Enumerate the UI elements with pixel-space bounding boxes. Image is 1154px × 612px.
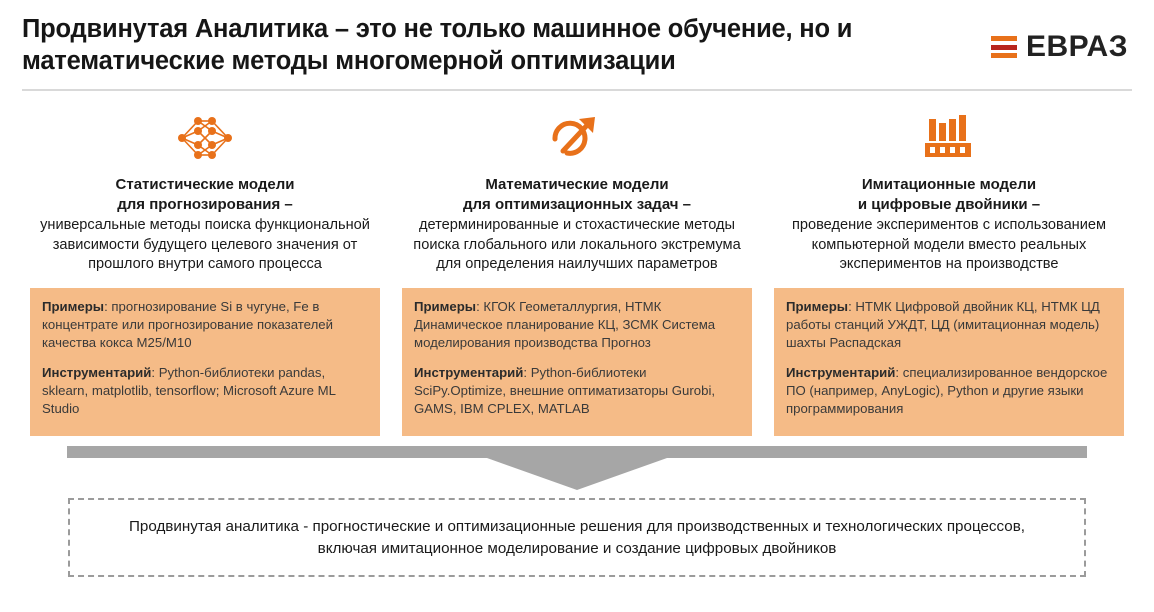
examples-paragraph: [414, 298, 740, 352]
neural-network-icon: [174, 109, 236, 167]
examples-paragraph: [42, 298, 368, 352]
summary-text: Продвинутая аналитика - прогностические и оптимизационные решения для производственных и технологических процессов, включая имитационное моделирование и создание цифровых двойников: [128, 518, 1026, 557]
tools-paragraph: [42, 364, 368, 418]
tools-paragraph: [414, 364, 740, 418]
tools-label: Инструментарий: [414, 364, 524, 380]
arrow-zone: [0, 442, 1154, 496]
column-heading-line1: Математические модели: [485, 176, 669, 194]
slide-header: [0, 0, 1154, 85]
factory-icon: [917, 109, 981, 167]
examples-text: : НТМК Цифровой двойник КЦ, НТМК ЦД работы станций УЖДТ, ЦД (имитационная модель) шахты Распадская: [786, 299, 1100, 351]
column-statistical-models: [30, 109, 380, 436]
page-title: Продвинутая Аналитика – это не только машинное обучение, но и математические методы многомерной оптимизации: [22, 15, 853, 75]
column-mathematical-models: [402, 109, 752, 436]
column-heading-line1: Статистические модели: [115, 176, 295, 194]
examples-label: Примеры: [786, 299, 849, 315]
tools-label: Инструментарий: [42, 364, 152, 380]
column-details-box: [774, 288, 1124, 436]
evraz-bars-icon: [991, 35, 1017, 59]
examples-label: Примеры: [414, 299, 477, 315]
evraz-logo: [991, 30, 1128, 64]
summary-callout: [68, 498, 1086, 577]
examples-text: : КГОК Геометаллургия, НТМК Динамическое планирование КЦ, ЗСМК Система моделирования производства Прогноз: [414, 299, 716, 351]
column-subtitle: детерминированные и стохастические методы поиска глобального или локального экстремума для определения наилучших параметров: [413, 217, 741, 272]
column-heading: [850, 175, 1048, 215]
tools-text: : Python-библиотеки SciPy.Optimize, внешние оптиматизаторы Gurobi, GAMS, IBM CPLEX, MATLAB: [414, 364, 716, 416]
column-heading: [108, 175, 303, 215]
tools-label: Инструментарий: [786, 364, 896, 380]
column-heading-line2: и цифровые двойники –: [857, 196, 1041, 214]
column-heading-line2: для оптимизационных задач –: [462, 196, 692, 214]
column-heading-line2: для прогнозирования –: [117, 196, 293, 214]
examples-label: Примеры: [42, 299, 105, 315]
column-heading-line1: Имитационные модели: [861, 176, 1037, 194]
content-columns: [0, 91, 1154, 436]
tools-text: : специализированное вендорское ПО (например, AnyLogic), Python и другие языки программирования: [786, 364, 1108, 416]
column-heading: [455, 175, 699, 215]
column-details-box: [30, 288, 380, 436]
optimization-chart-icon: [549, 109, 605, 167]
logo-text: ЕВРАЗ: [1025, 30, 1128, 63]
column-subtitle: универсальные методы поиска функциональной зависимости будущего целевого значения от прошлого внутри самого процесса: [40, 217, 370, 272]
downward-funnel-arrow: [67, 446, 1087, 492]
tools-text: : Python-библиотеки pandas, sklearn, matplotlib, tensorflow; Microsoft Azure ML Studio: [42, 364, 336, 416]
tools-paragraph: [786, 364, 1112, 418]
examples-text: : прогнозирование Si в чугуне, Fe в концентрате или прогнозирование показателей качества кокса М25/М10: [42, 299, 333, 351]
column-subtitle: проведение экспериментов с использованием компьютерной модели вместо реальных экспериментов на производстве: [791, 217, 1107, 272]
examples-paragraph: [786, 298, 1112, 352]
column-simulation-models: [774, 109, 1124, 436]
column-details-box: [402, 288, 752, 436]
